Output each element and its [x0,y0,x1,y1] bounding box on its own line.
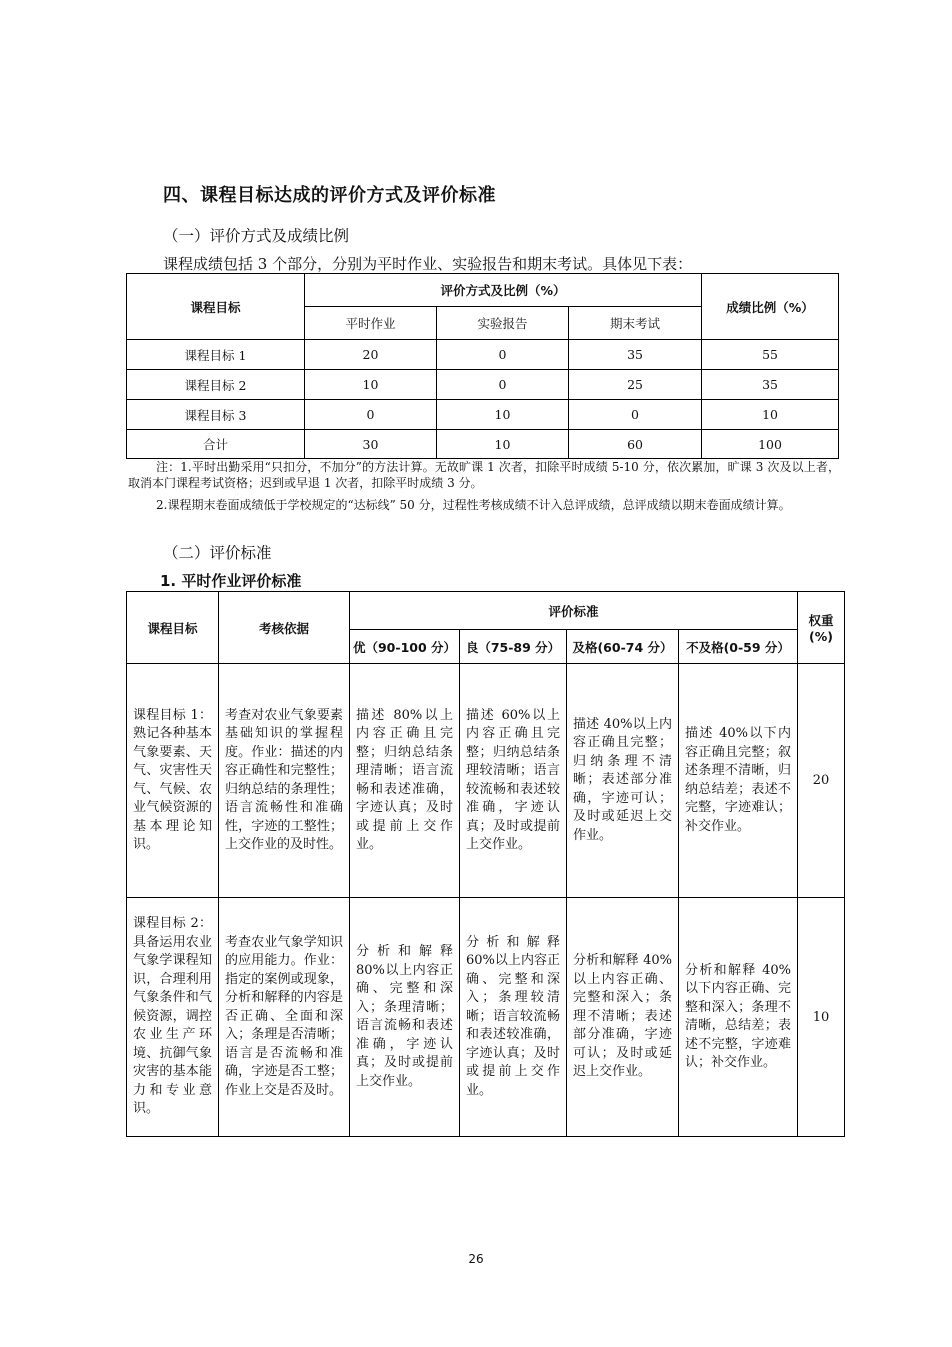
table2-cell-goal: 课程目标 2：具备运用农业气象学课程知识，合理利用气象条件和气候资源，调控农业生产环境、抗御气象灾害的基本能力和专业意识。 [127,898,219,1137]
table1-cell-homework: 10 [305,370,437,400]
table-row [127,370,839,400]
table-row [127,430,839,459]
table2-cell-good: 分析和解释 60%以上内容正确、完整和深入；条理较清晰；语言较流畅和表述较准确，字迹认真；及时或提前上交作业。 [460,898,567,1137]
section-title: 四、课程目标达成的评价方式及评价标准 [163,185,496,206]
table1-cell-lab: 0 [437,370,569,400]
table2-header-weight: 权重(%) [798,592,845,664]
table2-grade-pass: 及格(60-74 分） [567,630,679,664]
table1-header-goal: 课程目标 [127,274,305,340]
table1-cell-goal: 合计 [127,430,305,459]
table1-cell-exam: 35 [569,340,702,370]
table2-cell-weight: 20 [798,664,845,898]
grade-ratio-table [126,273,839,459]
table1-subheader-lab: 实验报告 [437,307,569,340]
table2-grade-excellent: 优（90-100 分） [350,630,460,664]
table1-cell-total: 35 [702,370,839,400]
table2-grade-fail: 不及格(0-59 分） [679,630,798,664]
table1-subheader-exam: 期末考试 [569,307,702,340]
homework-criteria-table [126,591,845,1137]
table1-cell-lab: 10 [437,430,569,459]
table1-header-method: 评价方式及比例（%） [305,274,702,307]
table2-cell-fail: 描述 40%以下内容正确且完整；叙述条理不清晰，归纳总结差；表述不完整，字迹难认；补交作业。 [679,664,798,898]
table1-cell-lab: 10 [437,400,569,430]
table1-cell-lab: 0 [437,340,569,370]
table2-header-basis: 考核依据 [219,592,350,664]
table-row [127,898,845,1137]
table2-cell-excellent: 分析和解释 80%以上内容正确、完整和深入；条理清晰；语言流畅和表述准确，字迹认真；及时或提前上交作业。 [350,898,460,1137]
table1-cell-homework: 30 [305,430,437,459]
table1-cell-total: 10 [702,400,839,430]
table2-cell-good: 描述 60%以上内容正确且完整；归纳总结条理较清晰；语言较流畅和表述较准确，字迹认真；及时或提前上交作业。 [460,664,567,898]
table2-cell-weight: 10 [798,898,845,1137]
note-2: 2.课程期末卷面成绩低于学校规定的“达标线” 50 分，过程性考核成绩不计入总评成绩，总评成绩以期末卷面成绩计算。 [156,498,791,512]
table1-cell-exam: 60 [569,430,702,459]
table2-cell-pass: 描述 40%以上内容正确且完整；归纳条理不清晰；表述部分准确，字迹可认；及时或延迟上交作业。 [567,664,679,898]
subsection-title-1: （一）评价方式及成绩比例 [163,227,350,245]
table1-cell-goal: 课程目标 1 [127,340,305,370]
table1-cell-total: 55 [702,340,839,370]
note-1: 注：1.平时出勤采用“只扣分，不加分”的方法计算。无故旷课 1 次者，扣除平时成绩 5-10 分，依次累加，旷课 3 次及以上者，取消本门课程考试资格；迟到或早退 1 次者，扣除平时成绩 3 分。 [128,460,840,490]
table1-header-ratio: 成绩比例（%） [702,274,839,340]
table-row [127,664,845,898]
intro-paragraph: 课程成绩包括 3 个部分，分别为平时作业、实验报告和期末考试。具体见下表： [163,255,693,273]
table2-cell-goal: 课程目标 1：熟记各种基本气象要素、天气、灾害性天气、气候、农业气候资源的基本理论知识。 [127,664,219,898]
table1-cell-homework: 0 [305,400,437,430]
table1-cell-exam: 0 [569,400,702,430]
table1-cell-goal: 课程目标 2 [127,370,305,400]
table2-cell-basis: 考查对农业气象要素基础知识的掌握程度。作业：描述的内容正确性和完整性；归纳总结的条理性；语言流畅性和准确性，字迹的工整性；上交作业的及时性。 [219,664,350,898]
table2-header-standard: 评价标准 [350,592,798,630]
subsubsection-title: 1. 平时作业评价标准 [160,572,302,590]
page-number: 26 [468,1252,484,1266]
table1-cell-exam: 25 [569,370,702,400]
table1-cell-goal: 课程目标 3 [127,400,305,430]
table-row [127,340,839,370]
table2-cell-excellent: 描述 80%以上内容正确且完整；归纳总结条理清晰；语言流畅和表述准确，字迹认真；及时或提前上交作业。 [350,664,460,898]
table2-header-goal: 课程目标 [127,592,219,664]
table2-grade-good: 良（75-89 分） [460,630,567,664]
table2-cell-pass: 分析和解释 40%以上内容正确、完整和深入；条理不清晰；表述部分准确，字迹可认；及时或延迟上交作业。 [567,898,679,1137]
table1-cell-total: 100 [702,430,839,459]
subsection-title-2: （二）评价标准 [163,544,272,562]
table2-cell-basis: 考查农业气象学知识的应用能力。作业：指定的案例或现象，分析和解释的内容是否正确、全面和深入；条理是否清晰；语言是否流畅和准确，字迹是否工整；作业上交是否及时。 [219,898,350,1137]
table1-subheader-homework: 平时作业 [305,307,437,340]
table2-cell-fail: 分析和解释 40%以下内容正确、完整和深入；条理不清晰，总结差；表述不完整，字迹难认；补交作业。 [679,898,798,1137]
table-row [127,400,839,430]
table1-cell-homework: 20 [305,340,437,370]
